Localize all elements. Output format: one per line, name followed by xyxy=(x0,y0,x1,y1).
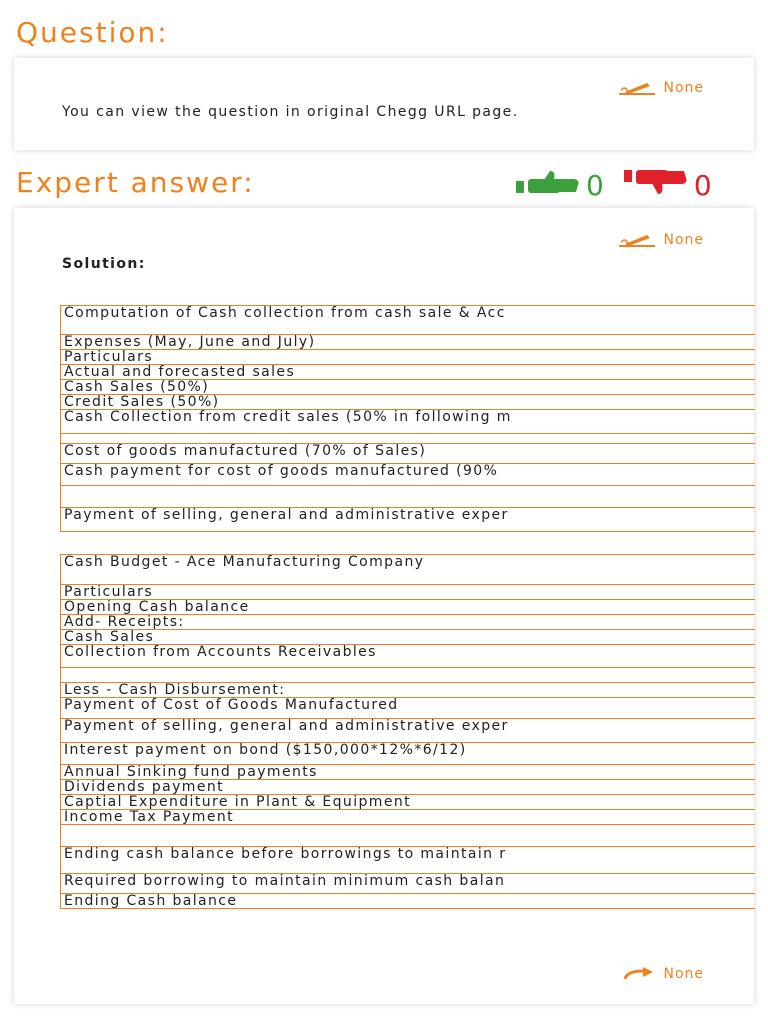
table-row: Expenses (May, June and July) xyxy=(61,335,755,350)
question-author[interactable] xyxy=(617,80,704,96)
question-author-label: None xyxy=(663,80,704,96)
table-row: Cash payment for cost of goods manufactured (90% xyxy=(61,464,755,486)
table-row: Payment of Cost of Goods Manufactured xyxy=(61,698,755,719)
table-row: Payment of selling, general and administrative exper xyxy=(61,508,755,532)
upvote-count: 0 xyxy=(586,169,604,202)
table-row: Less - Cash Disbursement: xyxy=(61,683,755,698)
question-heading: Question: xyxy=(16,16,169,49)
thumbs-up-icon[interactable] xyxy=(514,169,584,202)
table-row: Required borrowing to maintain minimum cash balan xyxy=(61,874,755,894)
answer-card xyxy=(14,208,754,1004)
table-row: Particulars xyxy=(61,585,755,600)
question-text: You can view the question in original Chegg URL page. xyxy=(62,104,519,120)
table-row: Actual and forecasted sales xyxy=(61,365,755,380)
table-row: Cost of goods manufactured (70% of Sales) xyxy=(61,444,755,464)
table-row xyxy=(61,486,755,508)
collection-table xyxy=(60,305,755,532)
table-row: Computation of Cash collection from cash sale & Acc xyxy=(61,306,755,335)
table-row: Annual Sinking fund payments xyxy=(61,765,755,780)
share-link[interactable] xyxy=(623,966,704,982)
table-row: Opening Cash balance xyxy=(61,600,755,615)
table-row: Cash Sales (50%) xyxy=(61,380,755,395)
vote-bar xyxy=(514,168,712,203)
downvote-count: 0 xyxy=(693,169,712,202)
solution-label: Solution: xyxy=(62,256,146,272)
share-link-label: None xyxy=(663,966,704,982)
table-row xyxy=(61,668,755,683)
table-row: Interest payment on bond ($150,000*12%*6/12) xyxy=(61,743,755,765)
table-row: Particulars xyxy=(61,350,755,365)
table-row: Collection from Accounts Receivables xyxy=(61,645,755,668)
table-row: Dividends payment xyxy=(61,780,755,795)
table-row xyxy=(61,825,755,847)
table-row: Cash Budget - Ace Manufacturing Company xyxy=(61,555,755,585)
answer-author-label: None xyxy=(663,232,704,248)
table-row: Ending Cash balance xyxy=(61,894,755,909)
share-arrow-icon xyxy=(623,967,657,981)
table-row: Captial Expenditure in Plant & Equipment xyxy=(61,795,755,810)
table-row: Payment of selling, general and administrative exper xyxy=(61,719,755,743)
question-card xyxy=(14,58,754,150)
pencil-icon xyxy=(617,232,657,248)
answer-heading: Expert answer: xyxy=(16,166,255,199)
table-row: Credit Sales (50%) xyxy=(61,395,755,410)
table-row: Income Tax Payment xyxy=(61,810,755,825)
table-row: Cash Sales xyxy=(61,630,755,645)
answer-author[interactable] xyxy=(617,232,704,248)
table-row: Ending cash balance before borrowings to maintain r xyxy=(61,847,755,874)
table-row xyxy=(61,434,755,444)
pencil-icon xyxy=(617,80,657,96)
table-row: Add- Receipts: xyxy=(61,615,755,630)
table-row: Cash Collection from credit sales (50% in following m xyxy=(61,410,755,434)
thumbs-down-icon[interactable] xyxy=(622,168,692,203)
cash-budget-table xyxy=(60,554,755,909)
